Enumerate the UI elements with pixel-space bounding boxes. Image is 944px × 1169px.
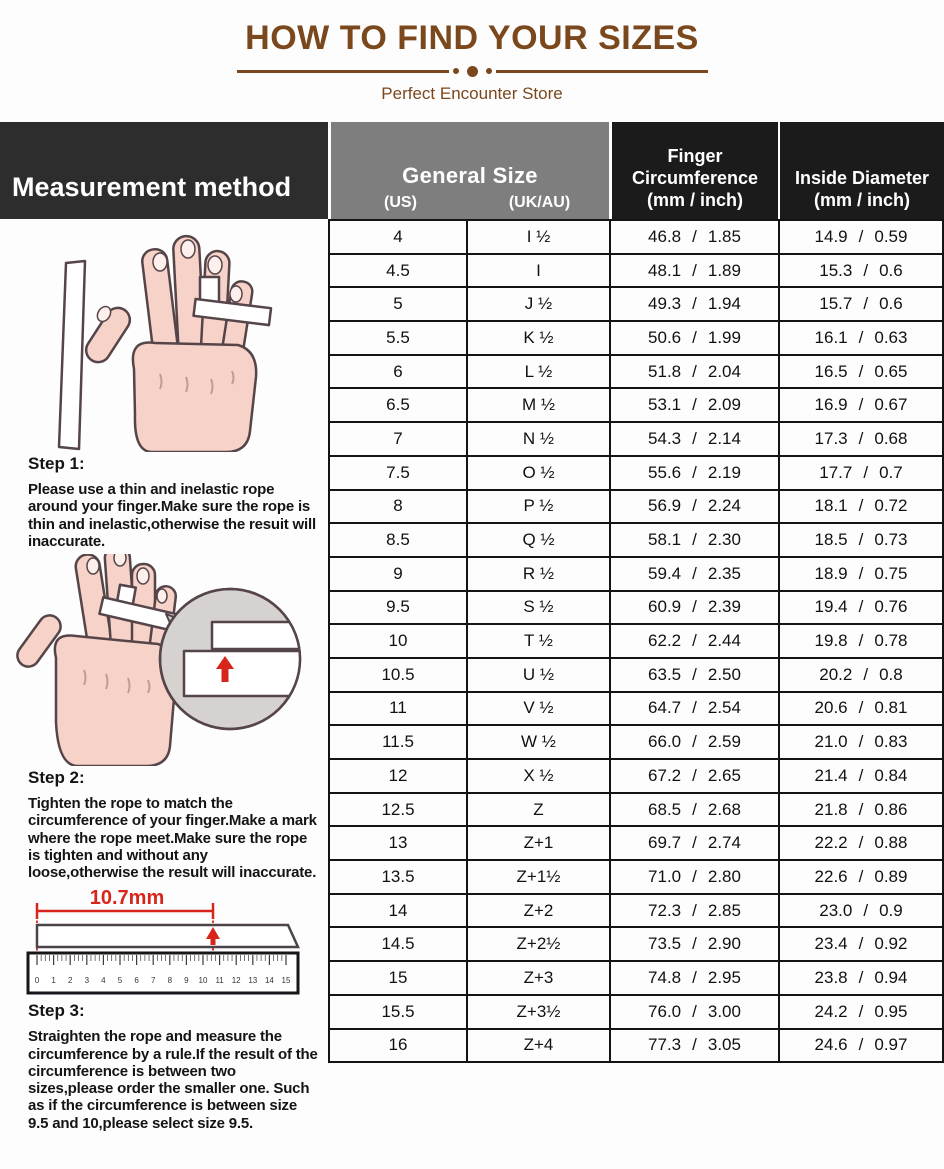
- circumference-cell: 54.3 / 2.14: [609, 423, 778, 455]
- table-row: [328, 558, 944, 592]
- circumference-cell: 64.7 / 2.54: [609, 693, 778, 725]
- us-size-cell: 11.5: [328, 726, 466, 758]
- svg-text:13: 13: [248, 976, 258, 986]
- title-divider: [0, 66, 944, 77]
- uk-size-cell: V ½: [466, 693, 609, 725]
- table-row: [328, 693, 944, 727]
- page-title: HOW TO FIND YOUR SIZES: [245, 19, 699, 57]
- circumference-cell: 58.1 / 2.30: [609, 524, 778, 556]
- step-1-text: Please use a thin and inelastic rope around your finger.Make sure the rope is thin and inelastic,otherwise the resuit will inaccurate.: [28, 481, 316, 550]
- divider-dot-small-left: [453, 68, 459, 74]
- size-table-body: [328, 219, 944, 1063]
- circumference-cell: 55.6 / 2.19: [609, 457, 778, 489]
- us-size-cell: 9: [328, 558, 466, 590]
- circumference-cell: 74.8 / 2.95: [609, 962, 778, 994]
- diameter-cell: 20.2 / 0.8: [778, 659, 944, 691]
- diameter-cell: 19.4 / 0.76: [778, 592, 944, 624]
- ruler-dimension-label: 10.7mm: [89, 887, 165, 910]
- table-row: [328, 659, 944, 693]
- us-size-cell: 10: [328, 625, 466, 657]
- table-row: [328, 356, 944, 390]
- inside-diameter-header: Inside Diameter (mm / inch): [780, 122, 944, 219]
- circumference-cell: 67.2 / 2.65: [609, 760, 778, 792]
- hand-with-rope-illustration: [0, 219, 328, 452]
- diameter-cell: 16.9 / 0.67: [778, 389, 944, 421]
- circumference-cell: 71.0 / 2.80: [609, 861, 778, 893]
- divider-dot-small-right: [486, 68, 492, 74]
- table-row: [328, 726, 944, 760]
- diameter-cell: 19.8 / 0.78: [778, 625, 944, 657]
- diameter-cell: 24.6 / 0.97: [778, 1030, 944, 1062]
- uk-size-cell: Z+1: [466, 827, 609, 859]
- page-header: [0, 0, 944, 122]
- circumference-cell: 60.9 / 2.39: [609, 592, 778, 624]
- circumference-cell: 76.0 / 3.00: [609, 996, 778, 1028]
- uk-size-cell: N ½: [466, 423, 609, 455]
- us-size-cell: 10.5: [328, 659, 466, 691]
- svg-text:4: 4: [101, 976, 106, 986]
- diameter-cell: 23.0 / 0.9: [778, 895, 944, 927]
- uk-size-cell: K ½: [466, 322, 609, 354]
- us-size-cell: 14.5: [328, 928, 466, 960]
- main-content: [0, 122, 944, 1169]
- diameter-cell: 16.5 / 0.65: [778, 356, 944, 388]
- ruler-illustration: [0, 887, 328, 999]
- diameter-cell: 18.5 / 0.73: [778, 524, 944, 556]
- ruler-body: [28, 953, 298, 993]
- table-row: [328, 491, 944, 525]
- diameter-cell: 16.1 / 0.63: [778, 322, 944, 354]
- us-size-cell: 5: [328, 288, 466, 320]
- us-size-cell: 12.5: [328, 794, 466, 826]
- diameter-cell: 21.4 / 0.84: [778, 760, 944, 792]
- uk-size-cell: T ½: [466, 625, 609, 657]
- us-column-label: (US): [384, 194, 417, 211]
- general-size-header: [331, 122, 609, 219]
- circumference-cell: 69.7 / 2.74: [609, 827, 778, 859]
- measurement-method-header: Measurement method: [0, 122, 328, 219]
- circumference-cell: 68.5 / 2.68: [609, 794, 778, 826]
- us-size-cell: 7: [328, 423, 466, 455]
- divider-dot-big: [467, 66, 478, 77]
- table-row: [328, 524, 944, 558]
- step-1-label: Step 1:: [28, 454, 85, 473]
- table-row: [328, 255, 944, 289]
- us-size-cell: 16: [328, 1030, 466, 1062]
- divider-line-right: [496, 70, 708, 73]
- uk-size-cell: Z+3½: [466, 996, 609, 1028]
- uk-size-cell: Z+1½: [466, 861, 609, 893]
- table-row: [328, 827, 944, 861]
- uk-size-cell: Z+3: [466, 962, 609, 994]
- straightened-rope: [37, 925, 298, 947]
- circumference-cell: 48.1 / 1.89: [609, 255, 778, 287]
- svg-text:3: 3: [84, 976, 90, 986]
- table-row: [328, 423, 944, 457]
- uk-size-cell: Z+4: [466, 1030, 609, 1062]
- uk-size-cell: J ½: [466, 288, 609, 320]
- us-size-cell: 14: [328, 895, 466, 927]
- diameter-cell: 17.7 / 0.7: [778, 457, 944, 489]
- table-row: [328, 592, 944, 626]
- general-size-label: General Size: [402, 163, 538, 188]
- diameter-cell: 18.1 / 0.72: [778, 491, 944, 523]
- svg-text:10: 10: [198, 976, 208, 986]
- table-row: [328, 760, 944, 794]
- uk-size-cell: Z: [466, 794, 609, 826]
- circumference-cell: 59.4 / 2.35: [609, 558, 778, 590]
- svg-text:15: 15: [281, 976, 291, 986]
- step-3-text: Straighten the rope and measure the circumference by a rule.If the result of the circumference is between two sizes,please order the smaller one. Such as if the circumference is between size 9.5 and 10,please select size 9.5.: [28, 1028, 318, 1132]
- diameter-cell: 15.7 / 0.6: [778, 288, 944, 320]
- circumference-cell: 50.6 / 1.99: [609, 322, 778, 354]
- us-size-cell: 9.5: [328, 592, 466, 624]
- svg-text:2: 2: [67, 976, 73, 986]
- uk-size-cell: S ½: [466, 592, 609, 624]
- diameter-cell: 14.9 / 0.59: [778, 221, 944, 253]
- size-table: [328, 122, 944, 1169]
- svg-text:5: 5: [117, 976, 123, 986]
- table-row: [328, 794, 944, 828]
- us-size-cell: 4: [328, 221, 466, 253]
- us-size-cell: 4.5: [328, 255, 466, 287]
- uk-size-cell: O ½: [466, 457, 609, 489]
- us-size-cell: 5.5: [328, 322, 466, 354]
- svg-text:6: 6: [134, 976, 139, 986]
- diameter-cell: 21.0 / 0.83: [778, 726, 944, 758]
- circumference-cell: 51.8 / 2.04: [609, 356, 778, 388]
- step-1: [0, 452, 328, 550]
- uk-size-cell: P ½: [466, 491, 609, 523]
- table-row: [328, 322, 944, 356]
- uk-size-cell: I ½: [466, 221, 609, 253]
- circumference-cell: 53.1 / 2.09: [609, 389, 778, 421]
- diameter-cell: 18.9 / 0.75: [778, 558, 944, 590]
- table-row: [328, 928, 944, 962]
- hand-drawing: [82, 235, 257, 452]
- table-row: [328, 962, 944, 996]
- us-size-cell: 12: [328, 760, 466, 792]
- circumference-cell: 46.8 / 1.85: [609, 221, 778, 253]
- us-size-cell: 8.5: [328, 524, 466, 556]
- finger-circumference-header: Finger Circumference (mm / inch): [612, 122, 778, 219]
- step-3-label: Step 3:: [28, 1001, 85, 1021]
- store-name: Perfect Encounter Store: [381, 83, 563, 103]
- table-row: [328, 221, 944, 255]
- circumference-cell: 66.0 / 2.59: [609, 726, 778, 758]
- svg-text:7: 7: [150, 976, 156, 986]
- table-row: [328, 288, 944, 322]
- svg-text:11: 11: [215, 976, 224, 986]
- step-2: [0, 766, 328, 881]
- table-row: [328, 861, 944, 895]
- svg-text:8: 8: [167, 976, 173, 986]
- circumference-cell: 62.2 / 2.44: [609, 625, 778, 657]
- us-size-cell: 7.5: [328, 457, 466, 489]
- uk-size-cell: I: [466, 255, 609, 287]
- step-2-text: Tighten the rope to match the circumference of your finger.Make a mark where the rope meet.Make sure the rope is tighten and without any loose,otherwise the result will inaccurate.: [28, 795, 317, 881]
- circumference-cell: 77.3 / 3.05: [609, 1030, 778, 1062]
- diameter-cell: 22.6 / 0.89: [778, 861, 944, 893]
- circumference-cell: 73.5 / 2.90: [609, 928, 778, 960]
- us-size-cell: 15.5: [328, 996, 466, 1028]
- ukau-column-label: (UK/AU): [508, 194, 571, 211]
- us-size-cell: 8: [328, 491, 466, 523]
- table-row: [328, 895, 944, 929]
- table-row: [328, 1030, 944, 1064]
- us-size-cell: 13.5: [328, 861, 466, 893]
- us-size-cell: 11: [328, 693, 466, 725]
- diameter-cell: 20.6 / 0.81: [778, 693, 944, 725]
- table-row: [328, 389, 944, 423]
- uk-size-cell: W ½: [466, 726, 609, 758]
- svg-text:14: 14: [264, 976, 274, 986]
- svg-text:0: 0: [34, 976, 40, 986]
- measurement-panel: [0, 122, 328, 1169]
- table-row: [328, 457, 944, 491]
- paper-strip: [59, 261, 85, 449]
- svg-text:1: 1: [51, 976, 56, 986]
- uk-size-cell: Z+2: [466, 895, 609, 927]
- us-size-cell: 6.5: [328, 389, 466, 421]
- diameter-cell: 15.3 / 0.6: [778, 255, 944, 287]
- hand-with-magnifier-illustration: [0, 554, 328, 766]
- step-2-label: Step 2:: [28, 768, 85, 787]
- table-row: [328, 625, 944, 659]
- diameter-cell: 22.2 / 0.88: [778, 827, 944, 859]
- uk-size-cell: U ½: [466, 659, 609, 691]
- circumference-cell: 63.5 / 2.50: [609, 659, 778, 691]
- us-size-cell: 13: [328, 827, 466, 859]
- step-3: [0, 999, 328, 1132]
- circumference-cell: 56.9 / 2.24: [609, 491, 778, 523]
- uk-size-cell: X ½: [466, 760, 609, 792]
- table-row: [328, 996, 944, 1030]
- uk-size-cell: L ½: [466, 356, 609, 388]
- uk-size-cell: Q ½: [466, 524, 609, 556]
- diameter-cell: 23.4 / 0.92: [778, 928, 944, 960]
- uk-size-cell: R ½: [466, 558, 609, 590]
- circumference-cell: 49.3 / 1.94: [609, 288, 778, 320]
- svg-text:12: 12: [231, 976, 241, 986]
- svg-text:9: 9: [184, 976, 189, 986]
- diameter-cell: 24.2 / 0.95: [778, 996, 944, 1028]
- uk-size-cell: Z+2½: [466, 928, 609, 960]
- divider-line-left: [237, 70, 449, 73]
- size-table-header: [328, 122, 944, 219]
- us-size-cell: 6: [328, 356, 466, 388]
- diameter-cell: 21.8 / 0.86: [778, 794, 944, 826]
- diameter-cell: 23.8 / 0.94: [778, 962, 944, 994]
- diameter-cell: 17.3 / 0.68: [778, 423, 944, 455]
- hand-drawing-2: [13, 554, 177, 766]
- us-size-cell: 15: [328, 962, 466, 994]
- circumference-cell: 72.3 / 2.85: [609, 895, 778, 927]
- uk-size-cell: M ½: [466, 389, 609, 421]
